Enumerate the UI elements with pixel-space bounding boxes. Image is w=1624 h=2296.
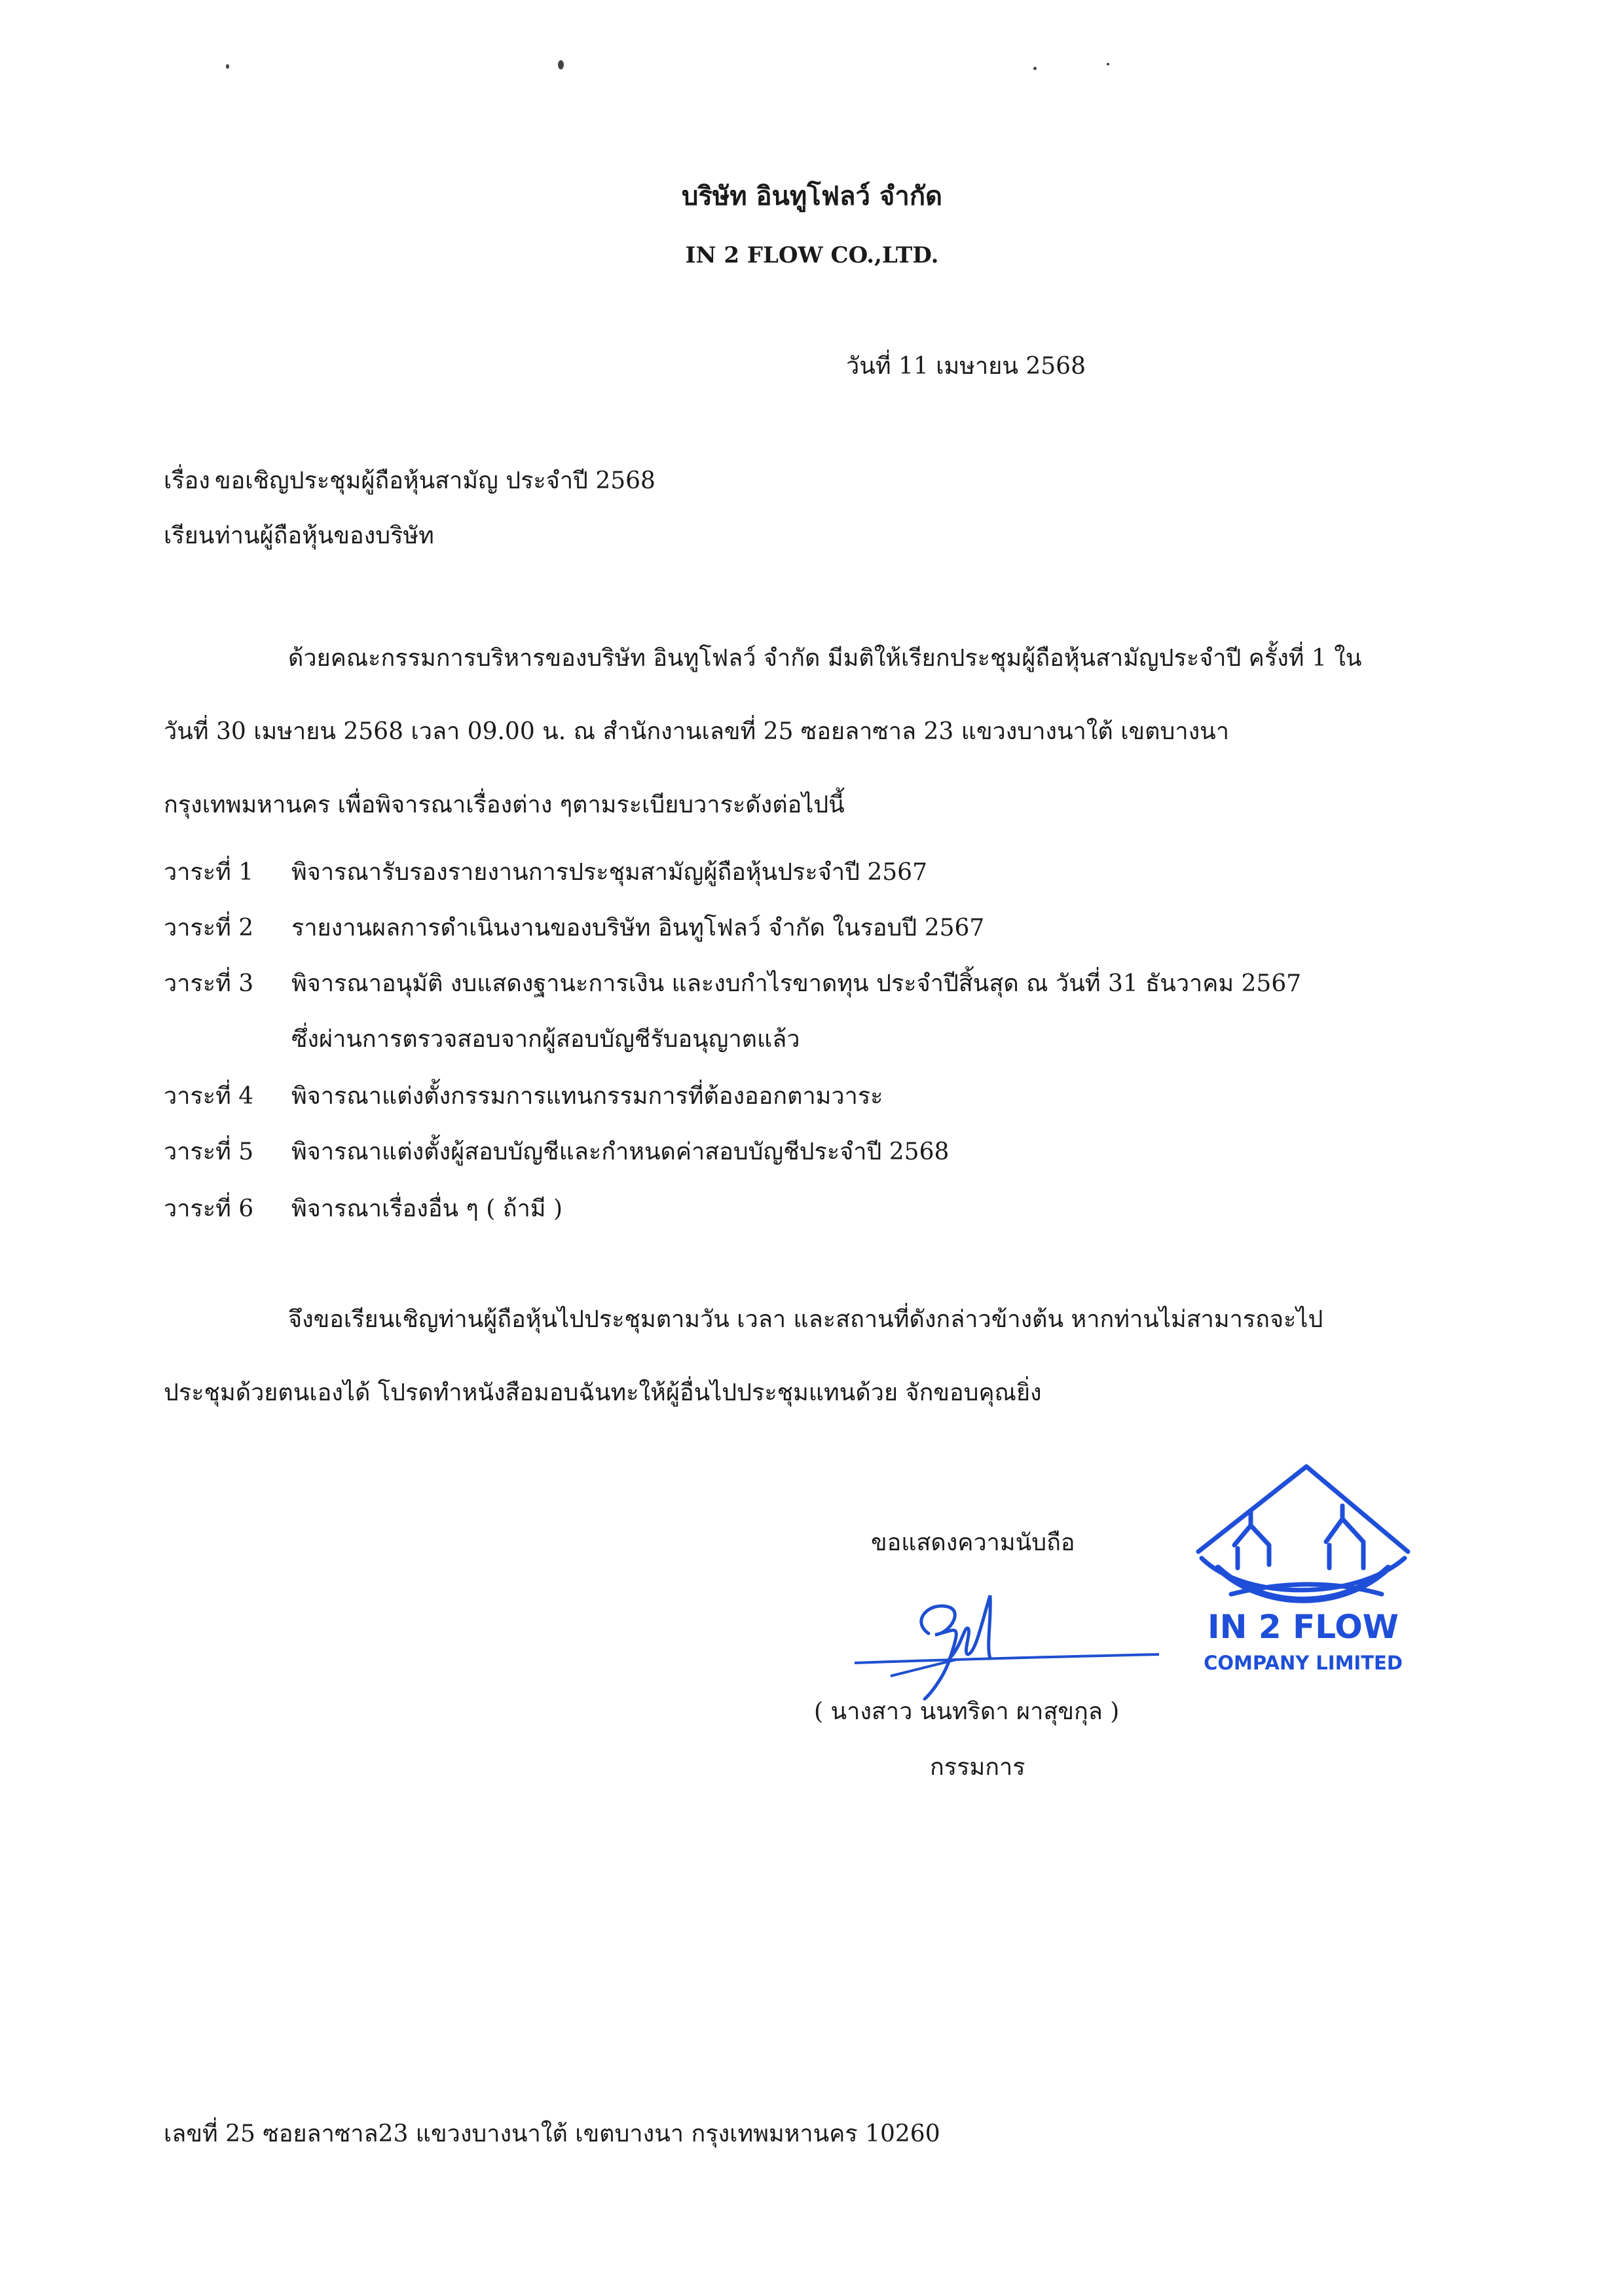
agenda-number: วาระที่ 4 (164, 1083, 254, 1110)
scan-speck (1107, 63, 1109, 65)
agenda-number: วาระที่ 3 (164, 970, 254, 997)
company-name-english: IN 2 FLOW CO.,LTD. (685, 242, 939, 268)
signatory-title: กรรมการ (930, 1754, 1025, 1781)
scan-speck (558, 60, 564, 69)
agenda-item: พิจารณาแต่งตั้งผู้สอบบัญชีและกำหนดค่าสอบบัญชีประจำปี 2568 (291, 1139, 950, 1165)
subject-label: เรื่อง (164, 467, 210, 494)
scan-speck (226, 64, 229, 69)
scan-speck (1033, 67, 1037, 70)
footer-address: เลขที่ 25 ซอยลาซาล23 แขวงบางนาใต้ เขตบางนา กรุงเทพมหานคร 10260 (164, 2121, 940, 2147)
subject-text: ขอเชิญประชุมผู้ถือหุ้นสามัญ ประจำปี 2568 (215, 467, 655, 494)
stamp-house-logo-icon (1192, 1460, 1414, 1611)
agenda-number: วาระที่ 1 (164, 859, 254, 886)
agenda-item: พิจารณารับรองรายงานการประชุมสามัญผู้ถือหุ้นประจำปี 2567 (291, 859, 927, 886)
recipient-text: ท่านผู้ถือหุ้นของบริษัท (215, 522, 434, 549)
agenda-number: วาระที่ 6 (164, 1195, 254, 1222)
letter-date: วันที่ 11 เมษายน 2568 (846, 353, 1086, 380)
agenda-item-continuation: ซึ่งผ่านการตรวจสอบจากผู้สอบบัญชีรับอนุญาตแล้ว (291, 1026, 800, 1053)
stamp-subtitle: COMPANY LIMITED (1204, 1652, 1403, 1674)
closing-paragraph: จึงขอเรียนเชิญท่านผู้ถือหุ้นไปประชุมตามวัน เวลา และสถานที่ดังกล่าวข้างต้น หากท่านไม่สามารถจะไป ประชุมด้วยตนเองได้ โปรดทำหนังสือมอบฉันทะให้ผู้อื่นไปประชุมแทนด้วย จักขอบคุณยิ่ง (164, 1306, 1323, 1406)
company-name-thai: บริษัท อินทูโฟลว์ จำกัด (681, 181, 943, 211)
recipient-label: เรียน (164, 522, 215, 549)
agenda-number: วาระที่ 5 (164, 1139, 254, 1165)
handwritten-signature (851, 1581, 1166, 1705)
agenda-number: วาระที่ 2 (164, 915, 254, 941)
agenda-item: พิจารณาอนุมัติ งบแสดงฐานะการเงิน และงบกำไรขาดทุน ประจำปีสิ้นสุด ณ วันที่ 31 ธันวาคม 2567 (291, 970, 1302, 997)
stamp-title: IN 2 FLOW (1208, 1608, 1399, 1646)
company-stamp (1192, 1460, 1414, 1702)
agenda-item: พิจารณาแต่งตั้งกรรมการแทนกรรมการที่ต้องออกตามวาระ (291, 1083, 883, 1110)
regards-text: ขอแสดงความนับถือ (871, 1529, 1075, 1556)
signatory-name: ( นางสาว นนทริดา ผาสุขกุล ) (814, 1698, 1120, 1725)
agenda-item: รายงานผลการดำเนินงานของบริษัท อินทูโฟลว์ จำกัด ในรอบปี 2567 (291, 915, 985, 941)
agenda-item: พิจารณาเรื่องอื่น ๆ ( ถ้ามี ) (291, 1195, 563, 1222)
intro-paragraph: ด้วยคณะกรรมการบริหารของบริษัท อินทูโฟลว์ จำกัด มีมติให้เรียกประชุมผู้ถือหุ้นสามัญประจำปี ครั้งที่ 1 ในวันที่ 30 เมษายน 2568 เวลา 09.00 น. ณ สำนักงานเลขที่ 25 ซอยลาซาล 23 แขวงบางนาใต้ เขตบางนา กรุงเทพมหานคร เพื่อพิจารณาเรื่องต่าง ๆตามระเบียบวาระดังต่อไปนี้ (164, 645, 1362, 818)
